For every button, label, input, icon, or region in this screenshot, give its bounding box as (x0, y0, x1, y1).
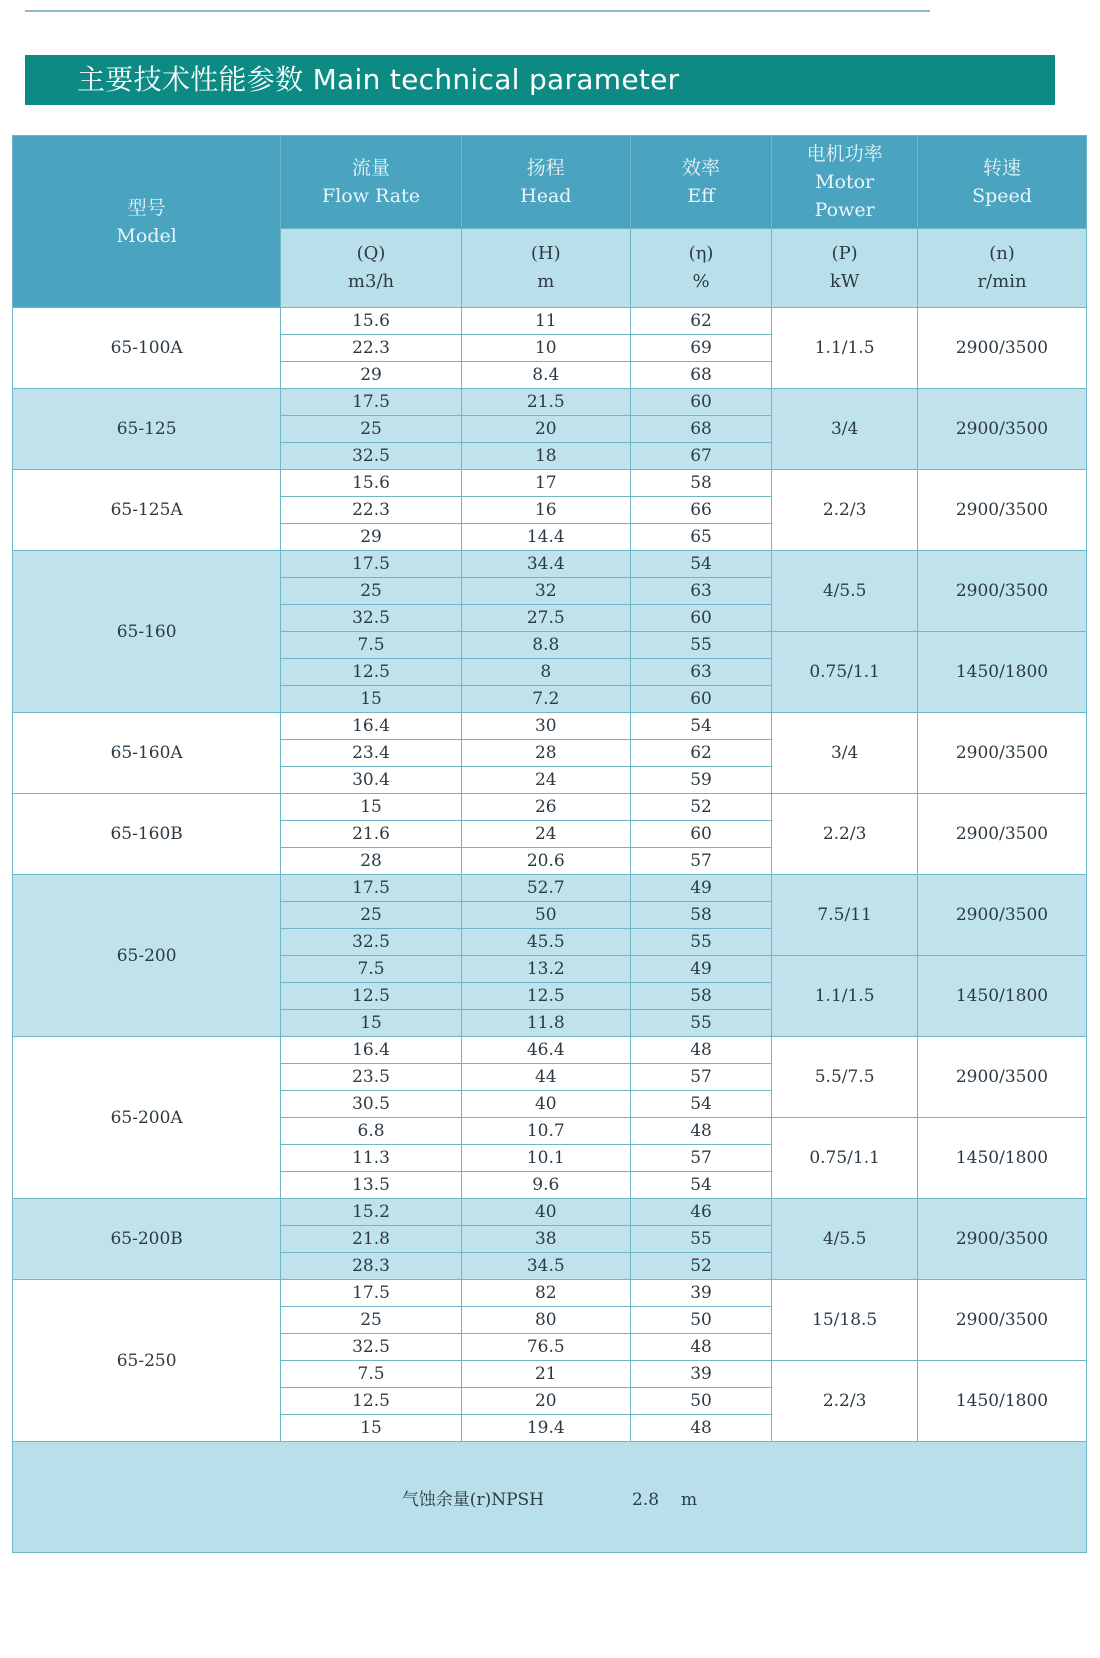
eff-cell: 48 (630, 1037, 772, 1064)
flow-cell: 17.5 (281, 389, 462, 416)
header-speed-unit (918, 229, 1087, 308)
eff-cell: 54 (630, 1172, 772, 1199)
head-cell: 20.6 (461, 848, 630, 875)
eff-cell: 59 (630, 767, 772, 794)
speed-cell: 2900/3500 (918, 713, 1087, 794)
power-cell: 0.75/1.1 (772, 1118, 918, 1199)
eff-cell: 55 (630, 1226, 772, 1253)
power-cell: 1.1/1.5 (772, 956, 918, 1037)
header-flow-symbol: (Q) (356, 243, 386, 264)
eff-cell: 66 (630, 497, 772, 524)
header-power-en2: Power (814, 199, 875, 221)
power-cell: 3/4 (772, 389, 918, 470)
eff-cell: 57 (630, 1145, 772, 1172)
flow-cell: 17.5 (281, 551, 462, 578)
eff-cell: 67 (630, 443, 772, 470)
flow-cell: 21.8 (281, 1226, 462, 1253)
speed-cell: 1450/1800 (918, 956, 1087, 1037)
header-speed-en: Speed (972, 185, 1032, 207)
table-row (13, 308, 1087, 335)
head-cell: 52.7 (461, 875, 630, 902)
header-eff-unit (630, 229, 772, 308)
header-head-unit-text: m (537, 271, 555, 292)
eff-cell: 52 (630, 1253, 772, 1280)
model-cell: 65-125 (13, 389, 281, 470)
npsh-label: 气蚀余量(r)NPSH (401, 1489, 544, 1510)
head-cell: 26 (461, 794, 630, 821)
model-cell: 65-160 (13, 551, 281, 713)
eff-cell: 60 (630, 605, 772, 632)
flow-cell: 13.5 (281, 1172, 462, 1199)
flow-cell: 32.5 (281, 929, 462, 956)
header-head-cn: 扬程 (526, 157, 565, 179)
head-cell: 12.5 (461, 983, 630, 1010)
header-eff-en: Eff (687, 185, 715, 207)
flow-cell: 28.3 (281, 1253, 462, 1280)
parameter-table-container (12, 135, 1087, 1550)
header-head-symbol: (H) (530, 243, 561, 264)
header-flow-unit (281, 229, 462, 308)
header-eff (630, 136, 772, 229)
eff-cell: 54 (630, 713, 772, 740)
head-cell: 19.4 (461, 1415, 630, 1442)
head-cell: 27.5 (461, 605, 630, 632)
eff-cell: 49 (630, 956, 772, 983)
header-eff-unit-text: % (692, 271, 710, 292)
head-cell: 34.4 (461, 551, 630, 578)
header-flow-unit-text: m3/h (347, 271, 395, 292)
speed-cell: 2900/3500 (918, 794, 1087, 875)
head-cell: 44 (461, 1064, 630, 1091)
speed-cell: 2900/3500 (918, 1199, 1087, 1280)
flow-cell: 12.5 (281, 659, 462, 686)
table-row (13, 1037, 1087, 1064)
head-cell: 24 (461, 767, 630, 794)
speed-cell: 1450/1800 (918, 632, 1087, 713)
eff-cell: 65 (630, 524, 772, 551)
header-power-en1: Motor (815, 171, 875, 193)
header-model-cn: 型号 (127, 196, 166, 219)
flow-cell: 15 (281, 686, 462, 713)
power-cell: 4/5.5 (772, 551, 918, 632)
power-cell: 5.5/7.5 (772, 1037, 918, 1118)
flow-cell: 32.5 (281, 443, 462, 470)
head-cell: 21.5 (461, 389, 630, 416)
eff-cell: 39 (630, 1361, 772, 1388)
head-cell: 45.5 (461, 929, 630, 956)
header-power-unit-text: kW (829, 271, 860, 292)
eff-cell: 50 (630, 1307, 772, 1334)
speed-cell: 2900/3500 (918, 470, 1087, 551)
eff-cell: 58 (630, 470, 772, 497)
flow-cell: 29 (281, 524, 462, 551)
eff-cell: 62 (630, 740, 772, 767)
flow-cell: 7.5 (281, 1361, 462, 1388)
head-cell: 10.1 (461, 1145, 630, 1172)
flow-cell: 32.5 (281, 605, 462, 632)
eff-cell: 68 (630, 416, 772, 443)
head-cell: 9.6 (461, 1172, 630, 1199)
eff-cell: 48 (630, 1334, 772, 1361)
speed-cell: 2900/3500 (918, 308, 1087, 389)
head-cell: 7.2 (461, 686, 630, 713)
header-eff-symbol: (η) (688, 243, 714, 264)
eff-cell: 60 (630, 821, 772, 848)
header-power-unit (772, 229, 918, 308)
eff-cell: 39 (630, 1280, 772, 1307)
header-flow-en: Flow Rate (322, 185, 420, 207)
header-head (461, 136, 630, 229)
head-cell: 50 (461, 902, 630, 929)
npsh-footer (13, 1442, 1087, 1553)
head-cell: 8 (461, 659, 630, 686)
model-cell: 65-250 (13, 1280, 281, 1442)
header-speed-unit-text: r/min (977, 271, 1027, 292)
flow-cell: 11.3 (281, 1145, 462, 1172)
head-cell: 14.4 (461, 524, 630, 551)
header-speed (918, 136, 1087, 229)
head-cell: 8.4 (461, 362, 630, 389)
eff-cell: 55 (630, 632, 772, 659)
eff-cell: 54 (630, 551, 772, 578)
flow-cell: 22.3 (281, 497, 462, 524)
table-row (13, 875, 1087, 902)
head-cell: 34.5 (461, 1253, 630, 1280)
head-cell: 11.8 (461, 1010, 630, 1037)
flow-cell: 22.3 (281, 335, 462, 362)
header-speed-symbol: (n) (989, 243, 1015, 264)
flow-cell: 16.4 (281, 713, 462, 740)
eff-cell: 63 (630, 659, 772, 686)
power-cell: 15/18.5 (772, 1280, 918, 1361)
head-cell: 40 (461, 1091, 630, 1118)
power-cell: 3/4 (772, 713, 918, 794)
eff-cell: 54 (630, 1091, 772, 1118)
speed-cell: 2900/3500 (918, 1280, 1087, 1361)
eff-cell: 50 (630, 1388, 772, 1415)
head-cell: 17 (461, 470, 630, 497)
eff-cell: 48 (630, 1415, 772, 1442)
power-cell: 2.2/3 (772, 794, 918, 875)
eff-cell: 58 (630, 983, 772, 1010)
flow-cell: 15 (281, 794, 462, 821)
head-cell: 8.8 (461, 632, 630, 659)
power-cell: 4/5.5 (772, 1199, 918, 1280)
header-power (772, 136, 918, 229)
head-cell: 10 (461, 335, 630, 362)
head-cell: 13.2 (461, 956, 630, 983)
head-cell: 21 (461, 1361, 630, 1388)
table-row (13, 713, 1087, 740)
header-head-en: Head (520, 185, 572, 207)
power-cell: 2.2/3 (772, 1361, 918, 1442)
speed-cell: 1450/1800 (918, 1361, 1087, 1442)
flow-cell: 25 (281, 416, 462, 443)
eff-cell: 69 (630, 335, 772, 362)
table-row (13, 1280, 1087, 1307)
flow-cell: 30.5 (281, 1091, 462, 1118)
eff-cell: 68 (630, 362, 772, 389)
eff-cell: 52 (630, 794, 772, 821)
eff-cell: 55 (630, 929, 772, 956)
flow-cell: 17.5 (281, 1280, 462, 1307)
header-model-en: Model (116, 224, 177, 247)
table-body (13, 308, 1087, 1442)
head-cell: 28 (461, 740, 630, 767)
flow-cell: 21.6 (281, 821, 462, 848)
model-cell: 65-200A (13, 1037, 281, 1199)
head-cell: 10.7 (461, 1118, 630, 1145)
page-title-banner: 主要技术性能参数 Main technical parameter (25, 55, 1055, 105)
model-cell: 65-100A (13, 308, 281, 389)
power-cell: 1.1/1.5 (772, 308, 918, 389)
flow-cell: 17.5 (281, 875, 462, 902)
eff-cell: 57 (630, 848, 772, 875)
header-head-unit (461, 229, 630, 308)
eff-cell: 49 (630, 875, 772, 902)
head-cell: 76.5 (461, 1334, 630, 1361)
flow-cell: 15.6 (281, 308, 462, 335)
flow-cell: 15.6 (281, 470, 462, 497)
npsh-unit: m (681, 1489, 698, 1510)
flow-cell: 7.5 (281, 632, 462, 659)
model-cell: 65-200B (13, 1199, 281, 1280)
flow-cell: 28 (281, 848, 462, 875)
header-eff-cn: 效率 (682, 157, 721, 179)
flow-cell: 15 (281, 1010, 462, 1037)
flow-cell: 25 (281, 578, 462, 605)
head-cell: 30 (461, 713, 630, 740)
head-cell: 24 (461, 821, 630, 848)
flow-cell: 23.5 (281, 1064, 462, 1091)
table-row (13, 551, 1087, 578)
flow-cell: 15.2 (281, 1199, 462, 1226)
eff-cell: 46 (630, 1199, 772, 1226)
flow-cell: 25 (281, 902, 462, 929)
flow-cell: 23.4 (281, 740, 462, 767)
table-row (13, 794, 1087, 821)
header-speed-cn: 转速 (982, 157, 1021, 179)
header-power-symbol: (P) (831, 243, 858, 264)
power-cell: 7.5/11 (772, 875, 918, 956)
head-cell: 20 (461, 1388, 630, 1415)
header-model (13, 136, 281, 308)
table-row (13, 470, 1087, 497)
header-flow-cn: 流量 (352, 157, 391, 179)
header-power-cn: 电机功率 (806, 143, 883, 165)
head-cell: 38 (461, 1226, 630, 1253)
eff-cell: 58 (630, 902, 772, 929)
speed-cell: 2900/3500 (918, 875, 1087, 956)
table-row (13, 1199, 1087, 1226)
flow-cell: 32.5 (281, 1334, 462, 1361)
parameter-table (12, 135, 1087, 1553)
flow-cell: 12.5 (281, 1388, 462, 1415)
head-cell: 16 (461, 497, 630, 524)
flow-cell: 15 (281, 1415, 462, 1442)
eff-cell: 60 (630, 686, 772, 713)
model-cell: 65-160A (13, 713, 281, 794)
eff-cell: 55 (630, 1010, 772, 1037)
eff-cell: 62 (630, 308, 772, 335)
head-cell: 80 (461, 1307, 630, 1334)
head-cell: 20 (461, 416, 630, 443)
flow-cell: 6.8 (281, 1118, 462, 1145)
top-divider-line (25, 10, 930, 12)
flow-cell: 16.4 (281, 1037, 462, 1064)
head-cell: 46.4 (461, 1037, 630, 1064)
eff-cell: 63 (630, 578, 772, 605)
head-cell: 82 (461, 1280, 630, 1307)
speed-cell: 2900/3500 (918, 389, 1087, 470)
speed-cell: 1450/1800 (918, 1118, 1087, 1199)
model-cell: 65-200 (13, 875, 281, 1037)
head-cell: 11 (461, 308, 630, 335)
head-cell: 18 (461, 443, 630, 470)
flow-cell: 12.5 (281, 983, 462, 1010)
head-cell: 32 (461, 578, 630, 605)
power-cell: 0.75/1.1 (772, 632, 918, 713)
power-cell: 2.2/3 (772, 470, 918, 551)
model-cell: 65-160B (13, 794, 281, 875)
eff-cell: 60 (630, 389, 772, 416)
speed-cell: 2900/3500 (918, 1037, 1087, 1118)
eff-cell: 57 (630, 1064, 772, 1091)
header-flow (281, 136, 462, 229)
flow-cell: 25 (281, 1307, 462, 1334)
npsh-value: 2.8 (632, 1489, 660, 1510)
eff-cell: 48 (630, 1118, 772, 1145)
flow-cell: 30.4 (281, 767, 462, 794)
table-row (13, 389, 1087, 416)
flow-cell: 29 (281, 362, 462, 389)
flow-cell: 7.5 (281, 956, 462, 983)
speed-cell: 2900/3500 (918, 551, 1087, 632)
head-cell: 40 (461, 1199, 630, 1226)
model-cell: 65-125A (13, 470, 281, 551)
